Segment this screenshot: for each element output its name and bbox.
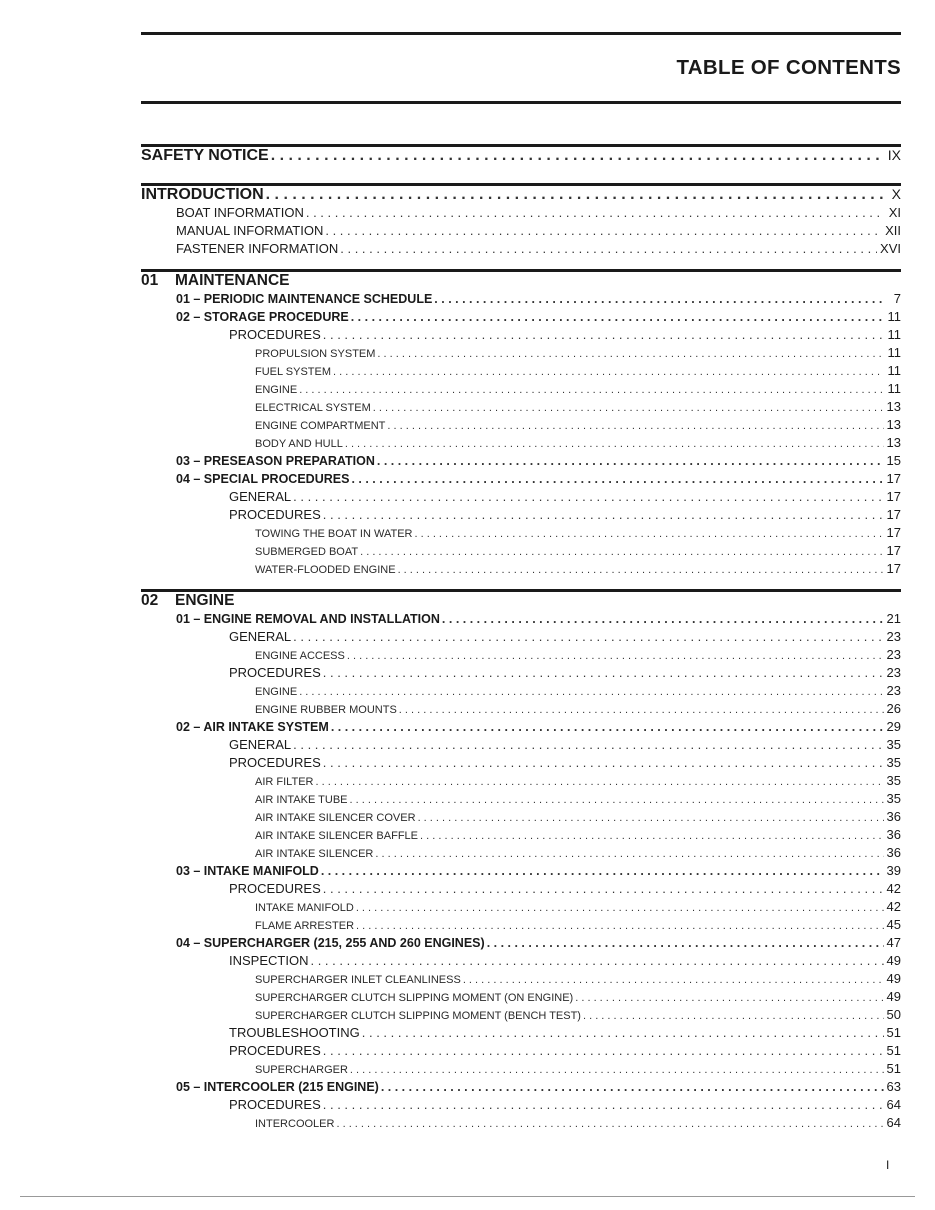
dot-leader xyxy=(293,737,883,752)
dot-leader xyxy=(321,864,884,878)
toc-entry[interactable] xyxy=(141,471,901,489)
toc-entry-page: 17 xyxy=(886,471,901,486)
toc-entry-label: BOAT INFORMATION xyxy=(176,205,304,220)
toc-entry[interactable] xyxy=(141,989,901,1007)
toc-entry[interactable] xyxy=(141,863,901,881)
dot-leader xyxy=(463,974,884,986)
dot-leader xyxy=(351,310,884,324)
toc-entry-page: XI xyxy=(888,205,901,220)
top-rule xyxy=(141,32,901,35)
toc-entry-label: MANUAL INFORMATION xyxy=(176,223,324,238)
toc-entry[interactable] xyxy=(141,1115,901,1133)
toc-entry-label: TROUBLESHOOTING xyxy=(229,1025,360,1040)
engine-entries xyxy=(141,611,901,1133)
toc-entry[interactable] xyxy=(141,417,901,435)
toc-entry-label: AIR FILTER xyxy=(255,776,314,788)
toc-entry[interactable] xyxy=(141,291,901,309)
toc-entry[interactable] xyxy=(141,1097,901,1115)
bottom-rule xyxy=(20,1196,915,1197)
section-title: MAINTENANCE xyxy=(175,272,290,289)
toc-entry-label: 04 – SPECIAL PROCEDURES xyxy=(176,472,350,486)
section-number: 02 xyxy=(141,592,159,609)
toc-entry[interactable] xyxy=(141,1025,901,1043)
toc-entry-label: FASTENER INFORMATION xyxy=(176,241,339,256)
dot-leader xyxy=(331,720,884,734)
dot-leader xyxy=(375,848,883,860)
dot-leader xyxy=(347,650,884,662)
toc-entry[interactable] xyxy=(141,755,901,773)
section-heading-maintenance xyxy=(141,272,901,291)
dot-leader xyxy=(266,186,884,204)
toc-entry[interactable] xyxy=(141,809,901,827)
toc-entry-page: 23 xyxy=(886,665,901,680)
dot-leader xyxy=(323,1043,884,1058)
toc-entry-label: TOWING THE BOAT IN WATER xyxy=(255,528,413,540)
dot-leader xyxy=(350,794,884,806)
toc-entry[interactable] xyxy=(141,953,901,971)
dot-leader xyxy=(325,223,882,238)
dot-leader xyxy=(340,241,877,256)
dot-leader xyxy=(271,147,884,165)
toc-entry-label: AIR INTAKE SILENCER COVER xyxy=(255,812,416,824)
toc-entry[interactable] xyxy=(141,701,901,719)
toc-entry[interactable] xyxy=(141,827,901,845)
toc-entry-page: 17 xyxy=(886,525,901,540)
toc-entry[interactable] xyxy=(141,971,901,989)
toc-entry[interactable] xyxy=(141,629,901,647)
dot-leader xyxy=(418,812,884,824)
toc-entry-page: 36 xyxy=(886,845,901,860)
toc-entry-label: AIR INTAKE SILENCER BAFFLE xyxy=(255,830,419,842)
toc-entry-label: ENGINE xyxy=(255,384,298,396)
dot-leader xyxy=(299,384,884,396)
toc-entry-label: FUEL SYSTEM xyxy=(255,366,331,378)
dot-leader xyxy=(362,1025,884,1040)
dot-leader xyxy=(420,830,884,842)
toc-entry-page: 29 xyxy=(886,719,901,734)
toc-entry-label: SUPERCHARGER INLET CLEANLINESS xyxy=(255,974,461,986)
toc-entry-page: IX xyxy=(887,147,901,163)
dot-leader xyxy=(350,1064,884,1076)
toc-entry[interactable] xyxy=(141,935,901,953)
toc-entry-label: 04 – SUPERCHARGER (215, 255 AND 260 ENGINES) xyxy=(176,936,485,950)
toc-entry-label: ENGINE RUBBER MOUNTS xyxy=(255,704,397,716)
toc-entry-label: ENGINE ACCESS xyxy=(255,650,345,662)
toc-entry-label: 02 – AIR INTAKE SYSTEM xyxy=(176,720,329,734)
dot-leader xyxy=(377,454,884,468)
toc-entry-page: 17 xyxy=(886,561,901,576)
toc-entry[interactable] xyxy=(141,223,901,241)
toc-entry[interactable] xyxy=(141,507,901,525)
toc-entry[interactable] xyxy=(141,327,901,345)
toc-entry[interactable] xyxy=(141,363,901,381)
toc-entry-page: 39 xyxy=(886,863,901,878)
toc-entry-label: INSPECTION xyxy=(229,953,309,968)
dot-leader xyxy=(315,776,883,788)
title-rule xyxy=(141,101,901,104)
toc-entry-page: 23 xyxy=(886,683,901,698)
section-number: 01 xyxy=(141,272,159,289)
toc-entry[interactable] xyxy=(141,737,901,755)
dot-leader xyxy=(323,507,884,522)
dot-leader xyxy=(399,704,884,716)
toc-entry-label: PROCEDURES xyxy=(229,881,321,896)
dot-leader xyxy=(356,902,884,914)
toc-entry[interactable] xyxy=(141,543,901,561)
toc-entry-page: 42 xyxy=(886,881,901,896)
toc-entry-label: ENGINE COMPARTMENT xyxy=(255,420,386,432)
toc-entry-label: PROCEDURES xyxy=(229,327,321,342)
toc-entry-label: GENERAL xyxy=(229,737,292,752)
toc-entry-page: 51 xyxy=(886,1043,901,1058)
toc-entry-introduction[interactable] xyxy=(141,186,901,205)
dot-leader xyxy=(356,920,884,932)
toc-entry-safety-notice[interactable] xyxy=(141,147,901,166)
toc-entry-page: 42 xyxy=(886,899,901,914)
dot-leader xyxy=(323,1097,884,1112)
dot-leader xyxy=(293,489,883,504)
dot-leader xyxy=(323,327,884,342)
toc-entry[interactable] xyxy=(141,719,901,737)
dot-leader xyxy=(434,292,884,306)
toc-entry-page: 11 xyxy=(887,345,901,360)
toc-entry-label: GENERAL xyxy=(229,629,292,644)
toc-entry-label: INTERCOOLER xyxy=(255,1118,335,1130)
toc-entry-label: 01 – ENGINE REMOVAL AND INSTALLATION xyxy=(176,612,440,626)
toc-entry-label: SUPERCHARGER xyxy=(255,1064,348,1076)
section-title: ENGINE xyxy=(175,592,235,609)
toc-entry-page: 21 xyxy=(886,611,901,626)
dot-leader xyxy=(345,438,884,450)
toc-entry[interactable] xyxy=(141,881,901,899)
toc-entry-label: PROCEDURES xyxy=(229,507,321,522)
dot-leader xyxy=(442,612,884,626)
toc-entry[interactable] xyxy=(141,611,901,629)
toc-entry[interactable] xyxy=(141,381,901,399)
toc-entry[interactable] xyxy=(141,1061,901,1079)
toc-entry-page: 45 xyxy=(886,917,901,932)
toc-entry[interactable] xyxy=(141,1079,901,1097)
toc-entry[interactable] xyxy=(141,773,901,791)
toc-entry-label: AIR INTAKE SILENCER xyxy=(255,848,374,860)
toc-entry[interactable] xyxy=(141,791,901,809)
toc-entry-page: 35 xyxy=(886,773,901,788)
toc-entry[interactable] xyxy=(141,435,901,453)
dot-leader xyxy=(583,1010,884,1022)
toc-entry-page: 35 xyxy=(886,737,901,752)
table-of-contents xyxy=(141,144,901,1133)
dot-leader xyxy=(333,366,884,378)
dot-leader xyxy=(414,528,883,540)
toc-entry-page: 11 xyxy=(887,381,901,396)
toc-entry-label: SUBMERGED BOAT xyxy=(255,546,359,558)
toc-entry-page: 49 xyxy=(886,953,901,968)
toc-entry-page: 35 xyxy=(886,755,901,770)
toc-entry-label: 03 – INTAKE MANIFOLD xyxy=(176,864,319,878)
dot-leader xyxy=(387,420,883,432)
toc-entry-page: 15 xyxy=(886,453,901,468)
toc-entry-label: PROCEDURES xyxy=(229,1043,321,1058)
dot-leader xyxy=(293,629,883,644)
dot-leader xyxy=(299,686,883,698)
toc-entry-page: 51 xyxy=(886,1025,901,1040)
toc-entry-page: 49 xyxy=(886,971,901,986)
toc-entry-label: ELECTRICAL SYSTEM xyxy=(255,402,371,414)
dot-leader xyxy=(377,348,884,360)
toc-entry-label: PROCEDURES xyxy=(229,665,321,680)
toc-entry-page: 13 xyxy=(886,435,901,450)
toc-entry-label: WATER-FLOODED ENGINE xyxy=(255,564,396,576)
page-title: TABLE OF CONTENTS xyxy=(676,56,901,79)
toc-entry-label: ENGINE xyxy=(255,686,298,698)
toc-entry-page: 13 xyxy=(886,399,901,414)
toc-entry-page: 49 xyxy=(886,989,901,1004)
toc-entry-page: 35 xyxy=(886,791,901,806)
toc-entry-page: 23 xyxy=(886,647,901,662)
dot-leader xyxy=(336,1118,883,1130)
toc-entry-page: 13 xyxy=(886,417,901,432)
toc-entry[interactable] xyxy=(141,647,901,665)
toc-entry-label: GENERAL xyxy=(229,489,292,504)
toc-entry[interactable] xyxy=(141,917,901,935)
dot-leader xyxy=(323,755,884,770)
toc-entry-label: INTRODUCTION xyxy=(141,186,264,203)
toc-entry-page: 11 xyxy=(887,309,901,324)
toc-entry-label: 05 – INTERCOOLER (215 ENGINE) xyxy=(176,1080,379,1094)
dot-leader xyxy=(575,992,883,1004)
dot-leader xyxy=(360,546,883,558)
toc-entry[interactable] xyxy=(141,683,901,701)
dot-leader xyxy=(381,1080,884,1094)
toc-entry[interactable] xyxy=(141,453,901,471)
toc-entry-label: 02 – STORAGE PROCEDURE xyxy=(176,310,349,324)
toc-entry-page: 7 xyxy=(893,291,901,306)
section-heading-engine xyxy=(141,592,901,611)
toc-entry-page: 63 xyxy=(886,1079,901,1094)
toc-entry-page: 17 xyxy=(886,489,901,504)
toc-entry-label: INTAKE MANIFOLD xyxy=(255,902,354,914)
toc-entry-page: XVI xyxy=(880,241,901,256)
toc-entry-label: SAFETY NOTICE xyxy=(141,147,269,164)
toc-entry-page: 64 xyxy=(886,1097,901,1112)
toc-entry-page: 64 xyxy=(886,1115,901,1130)
toc-entry-page: 47 xyxy=(886,935,901,950)
toc-entry-label: AIR INTAKE TUBE xyxy=(255,794,348,806)
toc-entry[interactable] xyxy=(141,525,901,543)
toc-entry[interactable] xyxy=(141,845,901,863)
toc-entry-page: 17 xyxy=(886,543,901,558)
toc-entry-label: 01 – PERIODIC MAINTENANCE SCHEDULE xyxy=(176,292,433,306)
dot-leader xyxy=(398,564,884,576)
dot-leader xyxy=(487,936,884,950)
toc-entry-page: X xyxy=(891,186,901,202)
dot-leader xyxy=(351,472,883,486)
toc-entry-label: SUPERCHARGER CLUTCH SLIPPING MOMENT (BENCH TEST) xyxy=(255,1010,581,1022)
toc-entry[interactable] xyxy=(141,399,901,417)
toc-entry-label: BODY AND HULL xyxy=(255,438,343,450)
maintenance-entries xyxy=(141,291,901,579)
dot-leader xyxy=(373,402,884,414)
toc-entry[interactable] xyxy=(141,309,901,327)
toc-entry[interactable] xyxy=(141,665,901,683)
toc-entry-label: PROPULSION SYSTEM xyxy=(255,348,376,360)
toc-entry-label: PROCEDURES xyxy=(229,1097,321,1112)
toc-entry[interactable] xyxy=(141,241,901,259)
toc-entry-page: 50 xyxy=(886,1007,901,1022)
dot-leader xyxy=(310,953,883,968)
toc-entry-label: SUPERCHARGER CLUTCH SLIPPING MOMENT (ON ENGINE) xyxy=(255,992,574,1004)
dot-leader xyxy=(323,881,884,896)
toc-entry[interactable] xyxy=(141,561,901,579)
toc-entry[interactable] xyxy=(141,899,901,917)
toc-entry-label: 03 – PRESEASON PREPARATION xyxy=(176,454,375,468)
page-number: I xyxy=(886,1158,890,1172)
dot-leader xyxy=(306,205,884,220)
toc-entry[interactable] xyxy=(141,205,901,223)
toc-entry[interactable] xyxy=(141,1043,901,1061)
toc-entry[interactable] xyxy=(141,489,901,507)
dot-leader xyxy=(323,665,884,680)
toc-entry[interactable] xyxy=(141,1007,901,1025)
toc-entry-page: 11 xyxy=(887,327,901,342)
toc-entry-page: XII xyxy=(885,223,901,238)
toc-entry-page: 17 xyxy=(886,507,901,522)
toc-entry-label: PROCEDURES xyxy=(229,755,321,770)
toc-entry-page: 36 xyxy=(886,827,901,842)
toc-entry-label: FLAME ARRESTER xyxy=(255,920,355,932)
toc-entry-page: 26 xyxy=(886,701,901,716)
toc-entry-page: 23 xyxy=(886,629,901,644)
toc-entry-page: 11 xyxy=(887,363,901,378)
toc-entry[interactable] xyxy=(141,345,901,363)
toc-entry-page: 36 xyxy=(886,809,901,824)
toc-entry-page: 51 xyxy=(886,1061,901,1076)
